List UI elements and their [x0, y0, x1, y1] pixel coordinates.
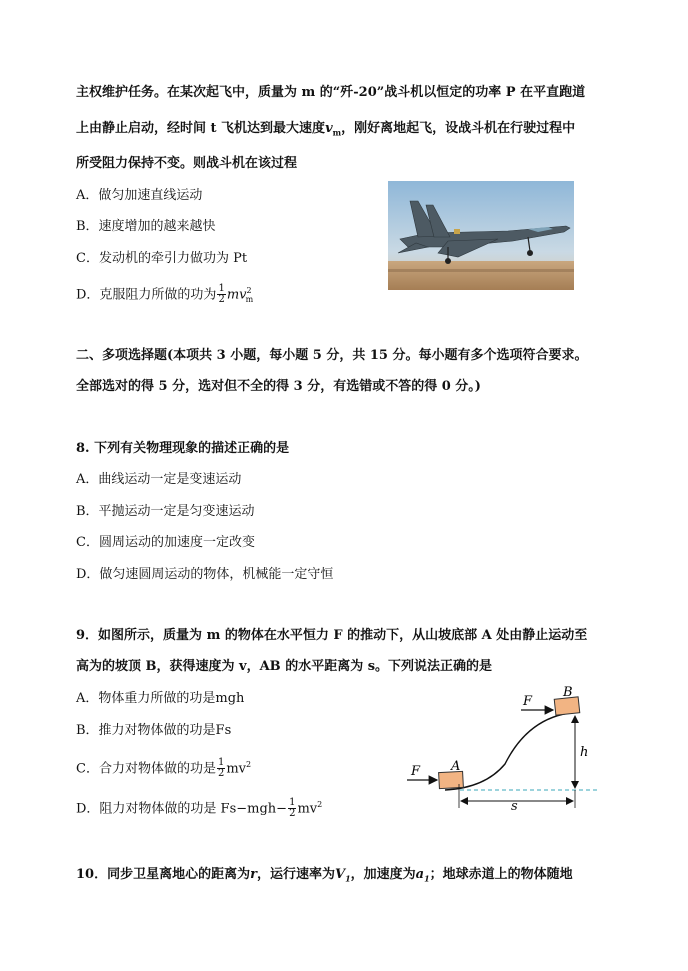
q8-stem: 8. 下列有关物理现象的描述正确的是	[76, 441, 290, 456]
section-2-line-1: 二、多项选择题(本项共 3 小题，每小题 5 分，共 15 分。每小题有多个选项符合要求。	[76, 348, 588, 363]
q7-option-d-sub: m	[245, 294, 254, 304]
q7-option-d-mv: mv	[226, 287, 247, 303]
q7-option-d	[76, 282, 253, 309]
q7-option-d-fraction	[217, 284, 225, 305]
q9-stem-2: 高为的坡顶 B，获得速度为 v，AB 的水平距离为 s。下列说法正确的是	[76, 659, 493, 674]
q10-a-sub: 1	[424, 873, 430, 884]
q7-line-2	[76, 120, 575, 142]
q9-option-d-fraction	[288, 798, 296, 819]
q7-line-1: 主权维护任务。在某次起飞中，质量为 m 的“歼-20”战斗机以恒定的功率 P 在平直跑道	[76, 85, 586, 100]
q9-option-c	[76, 756, 251, 779]
q9-stem-1: 9．如图所示，质量为 m 的物体在水平恒力 F 的推动下，从山坡底部 A 处由静止运动至	[76, 628, 588, 643]
label-h: h	[580, 745, 589, 760]
q10-stem	[76, 866, 573, 888]
q10-text-b: ，运行速率为	[256, 867, 335, 882]
q7-option-c: C．发动机的牵引力做功为 Pt	[76, 251, 248, 266]
q7-vmax-symbol: v	[325, 121, 333, 136]
q10-text-c: ，加速度为	[350, 867, 416, 882]
q10-v-sub: 1	[345, 873, 351, 884]
q8-option-c: C．圆周运动的加速度一定改变	[76, 535, 255, 550]
q8-option-a: A．曲线运动一定是变速运动	[76, 472, 242, 487]
slope-diagram	[405, 684, 605, 814]
label-b: B	[563, 685, 573, 700]
q9-option-d-sup: 2	[317, 800, 323, 809]
label-s: s	[511, 799, 518, 814]
q9-option-d	[76, 796, 322, 819]
q9-option-d-text: D．阻力对物体做的功是 Fs−mgh−	[76, 801, 288, 817]
q9-option-c-text: C．合力对物体做的功是	[76, 761, 216, 777]
q8-option-d: D．做匀速圆周运动的物体，机械能一定守恒	[76, 567, 334, 582]
q9-option-a: A．物体重力所做的功是mgh	[76, 691, 245, 706]
frac-den: 2	[217, 768, 225, 780]
q9-option-c-sup: 2	[246, 760, 252, 769]
q7-option-d-sup: 2	[246, 286, 252, 295]
label-f-b: F	[523, 694, 533, 709]
frac-den: 2	[218, 294, 225, 306]
label-a: A	[451, 759, 461, 774]
q9-option-c-mv: mv	[226, 761, 246, 777]
q10-v: V	[334, 867, 346, 882]
q10-text-d: ；地球赤道上的物体随地	[429, 867, 573, 882]
frac-num: 1	[217, 757, 225, 769]
q10-r: r	[250, 867, 257, 882]
fighter-jet-photo	[388, 181, 574, 290]
q7-option-d-text: D．克服阻力所做的功为	[76, 287, 217, 303]
q9-option-d-mv: mv	[297, 801, 318, 817]
q10-text-a: 10．同步卫星离地心的距离为	[76, 867, 251, 882]
q9-option-b: B．推力对物体做的功是Fs	[76, 723, 232, 738]
q7-vmax-sub: m	[332, 127, 342, 138]
frac-den: 2	[289, 808, 296, 820]
q10-a: a	[415, 867, 425, 882]
frac-num: 1	[218, 283, 225, 295]
q7-line-3: 所受阻力保持不变。则战斗机在该过程	[76, 156, 298, 171]
slope-curve	[445, 712, 580, 790]
q8-option-b: B．平抛运动一定是匀变速运动	[76, 504, 255, 519]
section-2-line-2: 全部选对的得 5 分，选对但不全的得 3 分，有选错或不答的得 0 分。)	[76, 379, 481, 394]
q9-option-c-fraction	[217, 758, 225, 779]
q7-line-2-text-a: 上由静止启动，经时间 t 飞机达到最大速度	[76, 121, 326, 136]
label-f-a: F	[411, 764, 421, 779]
q7-line-2-text-b: ，刚好离地起飞，设战斗机在行驶过程中	[341, 121, 576, 136]
frac-num: 1	[289, 797, 296, 809]
q7-option-a: A．做匀加速直线运动	[76, 188, 203, 203]
q7-option-b: B．速度增加的越来越快	[76, 219, 216, 234]
